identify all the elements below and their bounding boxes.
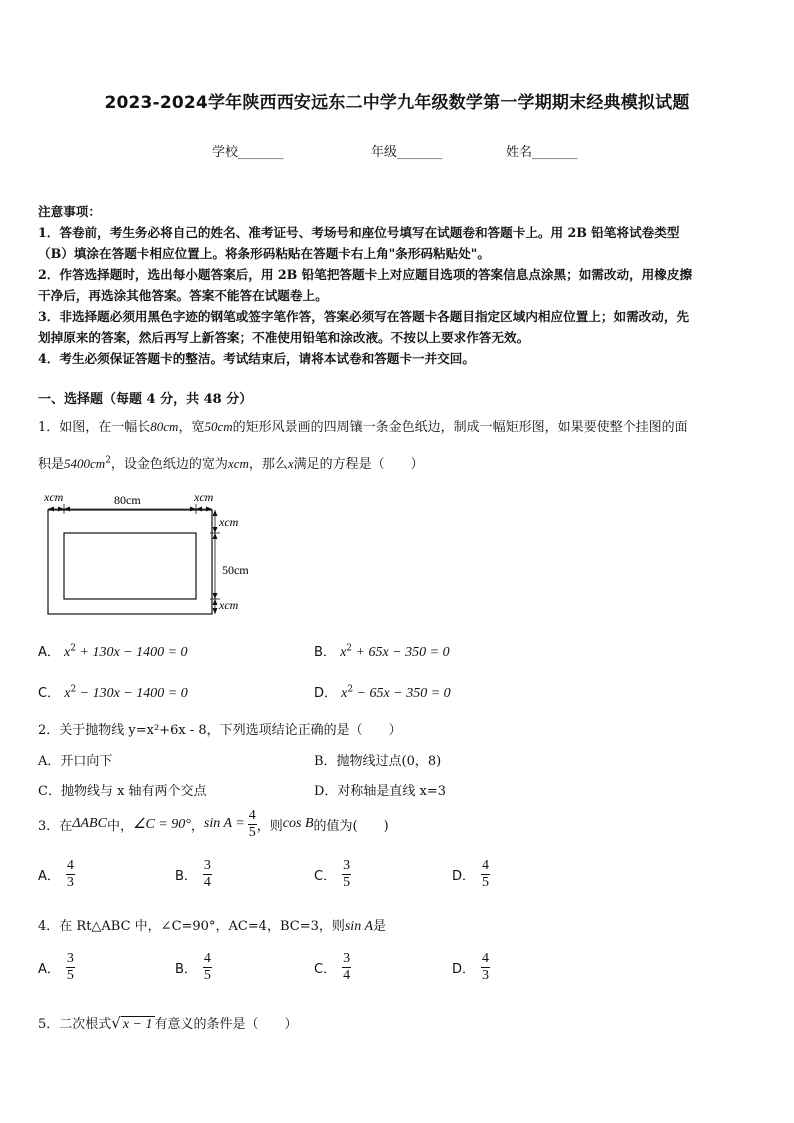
name-field: 姓名_______ (506, 145, 578, 160)
notes-line: （B）填涂在答题卡相应位置上。将条形码粘贴在答题卡右上角"条形码粘贴处"。 (38, 246, 490, 261)
option-fraction (203, 858, 212, 891)
option-label: D． (452, 962, 476, 977)
q3-sin: sin A = (203, 816, 245, 831)
notes-line: 2．作答选择题时，选出每小题答案后，用 2B 铅笔把答题卡上对应题目选项的答案信息点涂黑；如需改动，用橡皮擦 (38, 267, 693, 282)
q2-option-b[interactable]: B．抛物线过点(0，8) (314, 754, 442, 769)
q3-option-c[interactable] (314, 858, 351, 891)
inner-picture (64, 533, 196, 599)
q1-text: 的矩形风景画的四周镶一条金色纸边，制成一幅矩形图，如果要使整个挂图的面 (232, 420, 688, 435)
fraction-numerator: 3 (66, 951, 74, 966)
option-expr: − 65x − 350 = 0 (353, 686, 451, 701)
option-fraction (66, 951, 75, 984)
q3-text: ，则 (256, 818, 283, 834)
fig-label-xcm: xcm (194, 490, 214, 504)
q5-stem (38, 1013, 298, 1033)
q4-option-d[interactable] (452, 951, 490, 984)
q1-option-c[interactable] (38, 682, 188, 702)
option-label: C． (38, 686, 61, 701)
option-expr: x (340, 645, 347, 660)
q2-option-a[interactable]: A．开口向下 (38, 754, 113, 769)
q3-angle: ∠C = 90° (132, 816, 191, 832)
fraction-denominator: 4 (203, 875, 211, 890)
fraction-denominator: 5 (248, 824, 256, 840)
option-fraction (342, 858, 351, 891)
fraction-denominator: 5 (343, 875, 351, 890)
q3-text: ， (190, 818, 204, 834)
q5-radicand: x − 1 (122, 1017, 153, 1032)
q4-option-b[interactable] (175, 951, 212, 984)
q3-text: 中， (106, 818, 133, 834)
notes-line: 4．考生必须保证答题卡的整洁。考试结束后，请将本试卷和答题卡一并交回。 (38, 351, 475, 366)
q1-figure (40, 488, 260, 620)
notes-line: 3．非选择题必须用黑色字迹的钢笔或签字笔作答，答案必须写在答题卡各题目指定区域内相应位置上；如需改动，先 (38, 309, 690, 324)
school-field: 学校_______ (212, 145, 284, 160)
fraction-numerator: 4 (248, 807, 256, 823)
sqrt-symbol: √ (111, 1014, 121, 1032)
option-exp: 2 (347, 684, 354, 695)
fraction-denominator: 4 (343, 968, 351, 983)
fraction-denominator: 3 (482, 968, 490, 983)
q1-option-a[interactable] (38, 641, 188, 661)
option-expr: + 65x − 350 = 0 (352, 645, 450, 660)
q5-text: 5．二次根式 (38, 1017, 112, 1032)
page-title: 2023-2024学年陕西西安远东二中学九年级数学第一学期期末经典模拟试题 (104, 93, 690, 113)
option-exp: 2 (70, 684, 77, 695)
option-expr: x (64, 686, 71, 701)
option-fraction (203, 951, 212, 984)
q2-stem: 2．关于抛物线 y=x²+6x - 8，下列选项结论正确的是（ ） (38, 723, 402, 738)
q3-text: 3．在 (38, 818, 73, 834)
q2-option-c[interactable]: C．抛物线与 x 轴有两个交点 (38, 784, 207, 799)
option-expr: x (341, 686, 348, 701)
fraction-denominator: 5 (66, 968, 74, 983)
q4-sin: sin A (344, 919, 373, 934)
q1-text: ，设金色纸边的宽为 (110, 457, 228, 472)
option-fraction (481, 858, 490, 891)
q1-text: 积是 (38, 457, 65, 472)
q1-length: 80cm (150, 419, 179, 434)
q4-text: 4．在 Rt△ABC 中，∠C=90°，AC=4，BC=3，则 (38, 919, 345, 934)
q4-stem (38, 915, 386, 935)
option-expr: + 130x − 1400 = 0 (76, 645, 188, 660)
fraction-numerator: 4 (482, 858, 490, 873)
fraction-numerator: 4 (203, 951, 211, 966)
q4-text: 是 (373, 919, 387, 934)
q1-text: 满足的方程是（ ） (293, 457, 424, 472)
fraction-denominator: 3 (66, 875, 74, 890)
q1-xcm: xcm (227, 456, 249, 471)
option-label: A． (38, 645, 60, 660)
option-label: D． (452, 869, 476, 884)
fraction-numerator: 3 (203, 858, 211, 873)
q4-option-c[interactable] (314, 951, 351, 984)
section-heading: 一、选择题（每题 4 分，共 48 分） (38, 392, 253, 407)
fraction-denominator: 5 (203, 968, 211, 983)
option-fraction (481, 951, 490, 984)
q1-text: ，那么 (248, 457, 288, 472)
option-label: D． (314, 686, 338, 701)
q3-option-a[interactable] (38, 858, 75, 891)
q1-width: 50cm (204, 419, 233, 434)
q3-option-d[interactable] (452, 858, 490, 891)
option-exp: 2 (70, 643, 76, 654)
notes-block (38, 201, 756, 369)
fraction-denominator: 5 (482, 875, 490, 890)
q4-option-a[interactable] (38, 951, 75, 984)
q1-line2 (38, 453, 424, 472)
q3-cos: cos B (282, 816, 314, 831)
notes-heading: 注意事项： (38, 204, 101, 219)
notes-line: 划掉原来的答案，然后再写上新答案；不准使用铅笔和涂改液。不按以上要求作答无效。 (38, 330, 530, 345)
fraction-numerator: 3 (343, 858, 351, 873)
q3-fraction (248, 808, 257, 841)
fig-label-xcm: xcm (219, 515, 239, 529)
option-fraction (342, 951, 351, 984)
option-expr: x (64, 645, 71, 660)
option-exp: 2 (346, 643, 353, 654)
option-label: B． (175, 869, 197, 884)
q3-option-b[interactable] (175, 858, 212, 891)
q3-text: 的值为( ) (313, 818, 389, 834)
option-expr: − 130x − 1400 = 0 (76, 686, 188, 701)
option-label: A． (38, 869, 60, 884)
q1-x: x (287, 456, 294, 471)
q1-line1 (38, 416, 688, 435)
option-label: B． (175, 962, 197, 977)
q1-option-d[interactable] (314, 682, 451, 702)
fig-label-50cm: 50cm (222, 563, 249, 577)
q3-stem (38, 806, 389, 842)
fig-label-xcm: xcm (44, 490, 64, 504)
q1-text: ，宽 (178, 420, 205, 435)
option-fraction (66, 858, 75, 891)
notes-line: 1．答卷前，考生务必将自己的姓名、准考证号、考场号和座位号填写在试题卷和答题卡上。用 2B 铅笔将试卷类型 (38, 225, 680, 240)
option-label: C． (314, 962, 337, 977)
q3-triangle: ΔABC (72, 816, 107, 831)
fig-label-80cm: 80cm (114, 493, 141, 507)
fraction-numerator: 3 (343, 951, 351, 966)
option-label: A． (38, 962, 60, 977)
option-label: C． (314, 869, 337, 884)
q2-option-d[interactable]: D．对称轴是直线 x=3 (314, 784, 447, 799)
fraction-numerator: 4 (66, 858, 74, 873)
grade-field: 年级_______ (371, 145, 443, 160)
fig-label-xcm: xcm (219, 598, 239, 612)
q1-text: 1．如图，在一幅长 (38, 420, 151, 435)
option-label: B． (314, 645, 336, 660)
q5-text: 有意义的条件是（ ） (154, 1017, 298, 1032)
fraction-numerator: 4 (482, 951, 490, 966)
notes-line: 干净后，再选涂其他答案。答案不能答在试题卷上。 (38, 288, 328, 303)
q1-option-b[interactable] (314, 641, 450, 661)
q1-area: 5400cm (64, 456, 106, 471)
q1-area-exp: 2 (105, 455, 111, 466)
